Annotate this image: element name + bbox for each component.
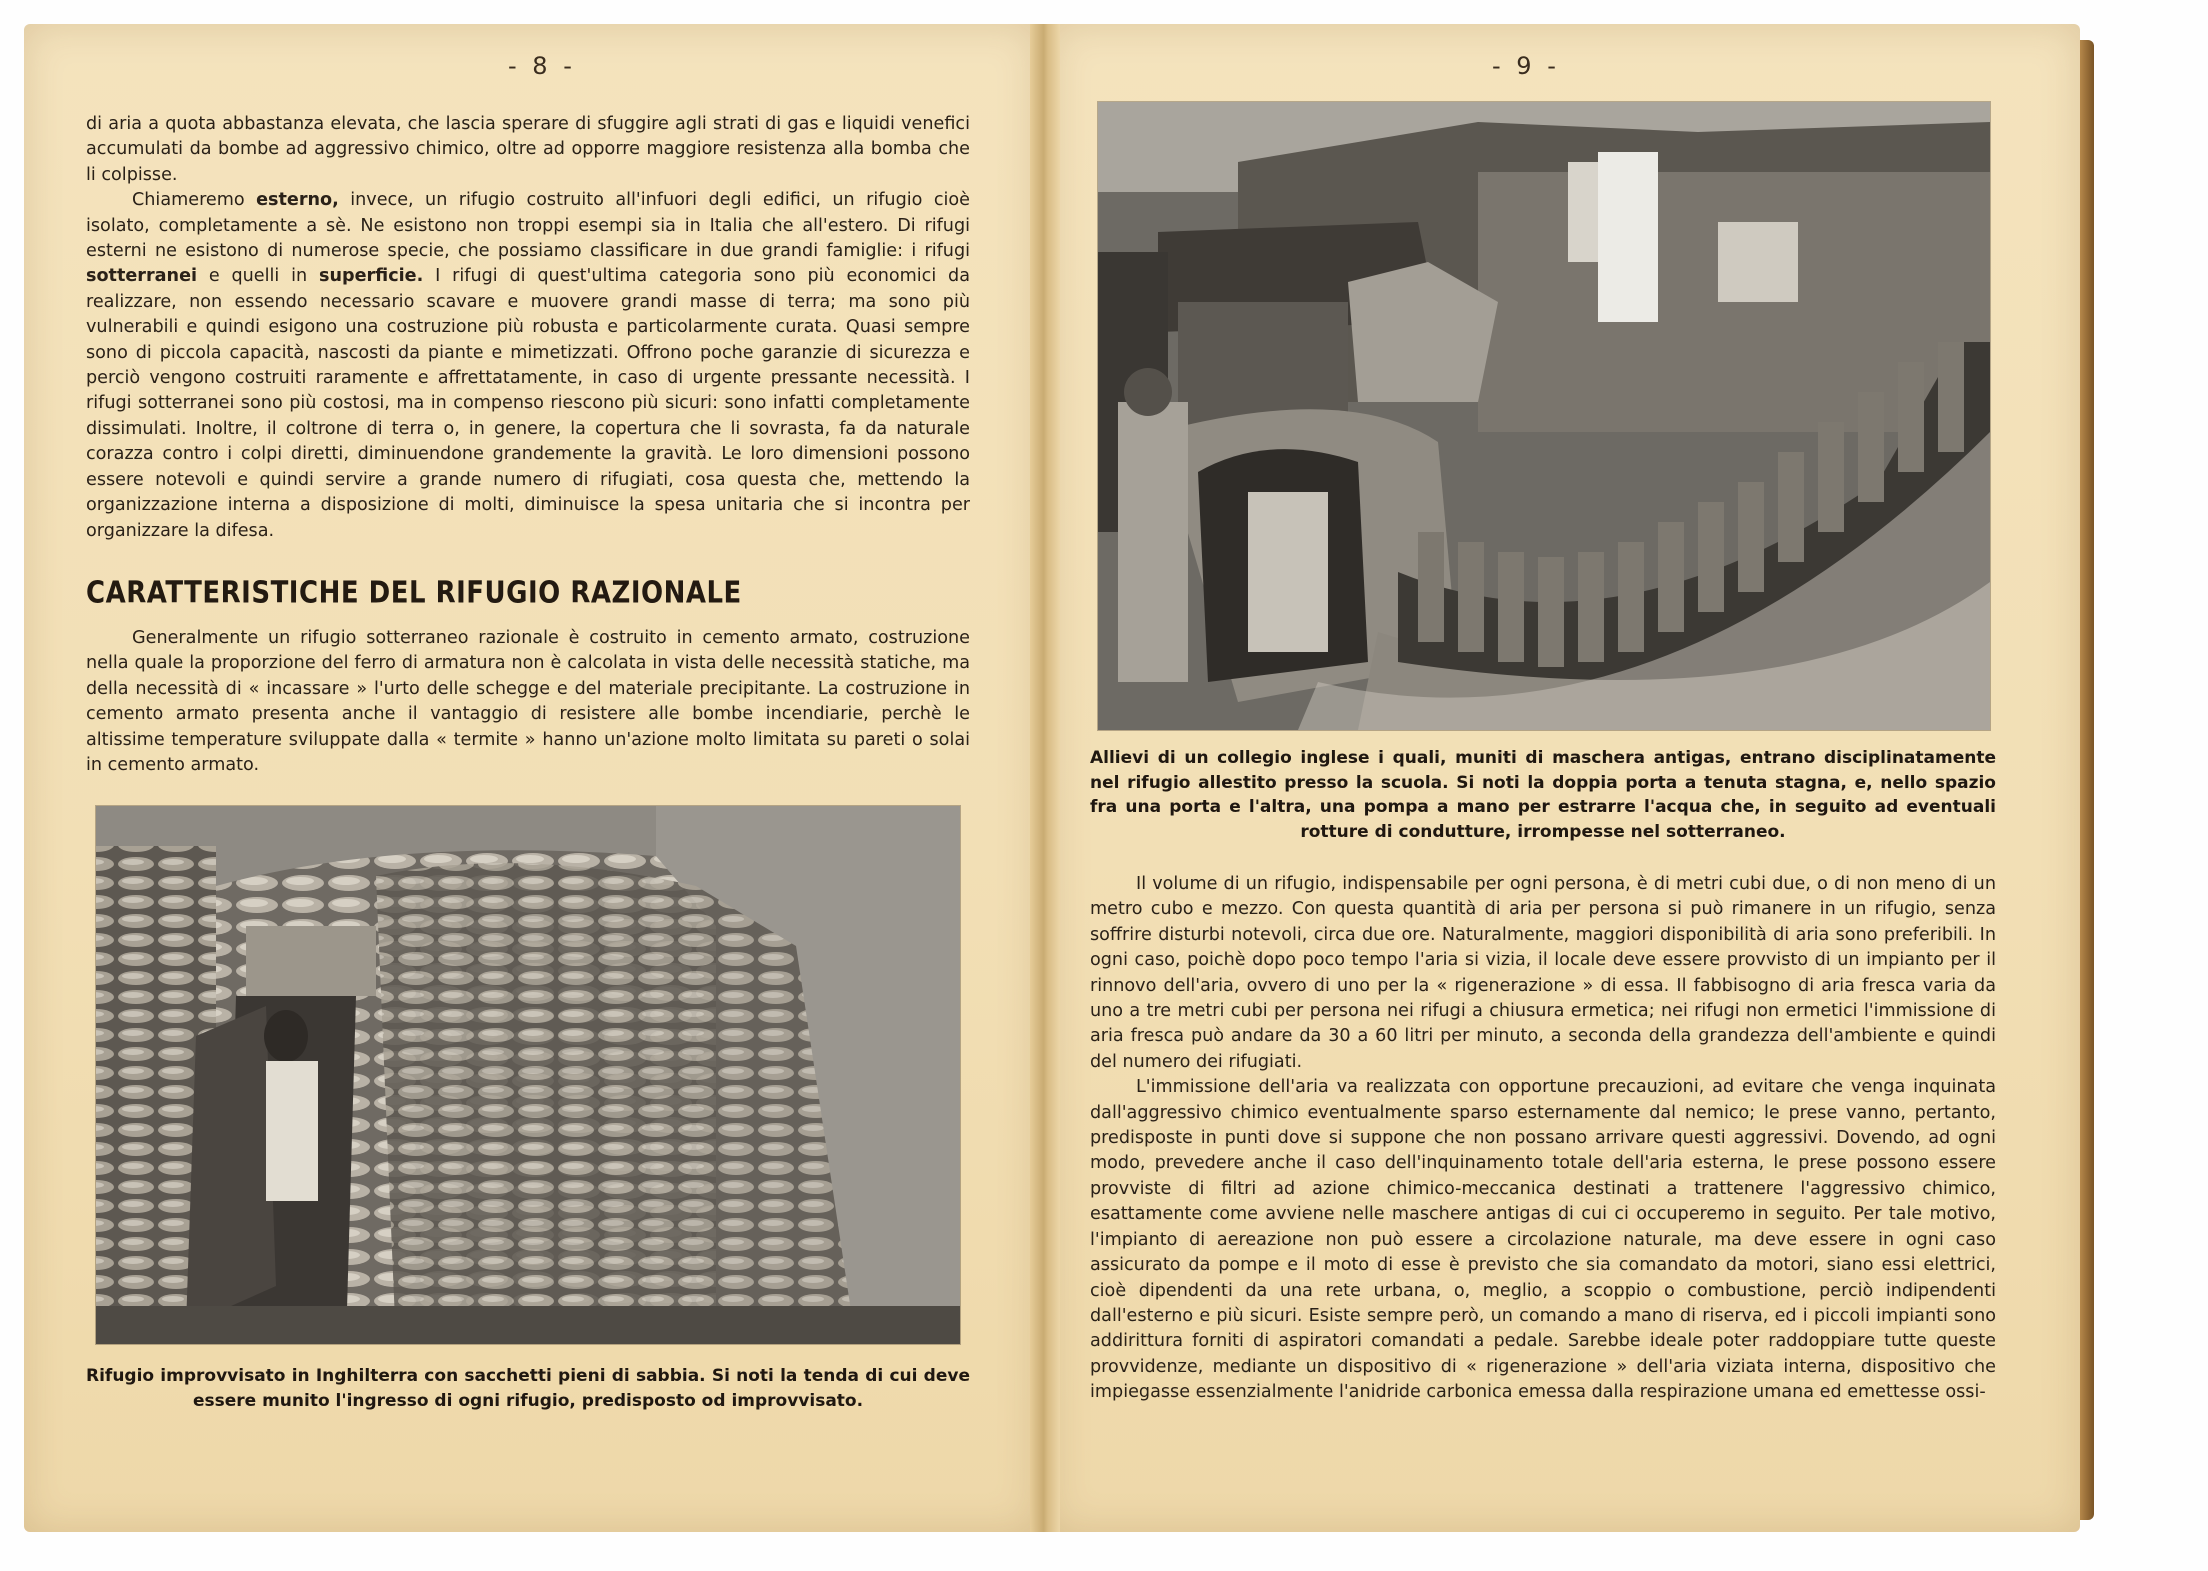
left-photo-caption: Rifugio improvvisato in Inghilterra con sacchetti pieni di sabbia. Si noti la tenda di cui deve essere munito l'ingresso di ogni rifugio, predisposto od improvvisato.	[86, 1366, 970, 1411]
right-photo-caption: Allievi di un collegio inglese i quali, muniti di maschera antigas, entrano disciplinatamente nel rifugio allestito presso la scuola. Si noti la doppia porta a tenuta stagna, e, nello spazio fra una porta e l'altra, una pompa a mano per estrarre l'acqua che, in seguito ad eventuali rotture di condutture, irrompesse nel sotterraneo.	[1090, 748, 1996, 842]
left-text-block-top	[86, 112, 970, 544]
book-gutter	[1030, 24, 1060, 1532]
left-paragraph-2: Chiameremo esterno, invece, un rifugio costruito all'infuori degli edifici, un rifugio cioè isolato, completamente a sè. Ne esistono non troppi esempi sia in Italia che all'estero. Di rifugi esterni ne esistono di numerose specie, che possiamo classificare in due grandi famiglie: i rifugi sotterranei e quelli in superficie. I rifugi di quest'ultima categoria sono più economici da realizzare, non essendo necessario scavare e muovere grandi masse di terra; ma sono più vulnerabili e quindi esigono una costruzione più robusta e particolarmente curata. Quasi sempre sono di piccola capacità, nascosti da piante e mimetizzati. Offrono poche garanzie di sicurezza e perciò vengono costruiti raramente e affrettatamente, in caso di urgente pressante necessità. I rifugi sotterranei sono più costosi, ma in compenso riescono più sicuri: sono infatti completamente dissimulati. Inoltre, il coltrone di terra o, in genere, la copertura che li sovrasta, fa da naturale corazza contro i colpi diretti, diminuendone grandemente la gravità. Le loro dimensioni possono essere notevoli e quindi servire a grande numero di rifugiati, cosa questa che, mettendo la organizzazione interna a disposizione di molti, diminuisce la spesa unitaria che si incontra per organizzare la difesa.	[86, 190, 971, 541]
sandbag-shelter-photo	[96, 806, 960, 1344]
school-shelter-photo	[1098, 102, 1990, 730]
left-paragraph-1: di aria a quota abbastanza elevata, che lascia sperare di sfuggire agli strati di gas e liquidi venefici accumulati da bombe ad aggressivo chimico, oltre ad opporre maggiore resistenza alla bomba che li colpisse.	[86, 114, 970, 185]
right-text-block	[1090, 872, 1996, 1406]
left-paragraph-3: Generalmente un rifugio sotterraneo razionale è costruito in cemento armato, costruzione nella quale la proporzione del ferro di armatura non è calcolata in vista delle necessità statiche, ma della necessità di « incassare » l'urto delle schegge e del materiale precipitante. La costruzione in cemento armato presenta anche il vantaggio di resistere alle bombe incendiarie, perchè le altissime temperature sviluppate dalla « termite » hanno un'azione molto limitata su pareti o solai in cemento armato.	[86, 628, 970, 776]
left-text-block-bottom	[86, 626, 970, 778]
page-number-left: - 8 -	[508, 52, 576, 80]
right-paragraph-1: Il volume di un rifugio, indispensabile per ogni persona, è di metri cubi due, o di non meno di un metro cubo e mezzo. Con questa quantità di aria per persona si può rimanere in un rifugio, senza soffrire disturbi notevoli, circa due ore. Naturalmente, maggiori disponibilità di aria sono preferibili. In ogni caso, poichè dopo poco tempo l'aria si vizia, il locale deve essere provvisto di un impianto per il rinnovo dell'aria, ovvero di uno per la « rigenerazione » di essa. Il fabbisogno di aria fresca varia da uno a tre metri cubi per persona nei rifugi a chiusura ermetica; nei rifugi non ermetici l'immissione di aria fresca può andare da 30 a 60 litri per minuto, a seconda della grandezza dell'ambiente e quindi del numero dei rifugiati.	[1090, 874, 1996, 1072]
right-paragraph-2: L'immissione dell'aria va realizzata con opportune precauzioni, ad evitare che venga inquinata dall'aggressivo chimico eventualmente sparso esternamente dal nemico; le prese vanno, pertanto, predisposte in punti dove si suppone che non possano arrivare questi aggressivi. Dovendo, ad ogni modo, prevedere anche il caso dell'inquinamento totale dell'aria esterna, le prese possono essere provviste di filtri ad azione chimico-meccanica destinati a trattenere l'aggressivo chimico, esattamente come avviene nelle maschere antigas di cui ci occuperemo in seguito. Per tale motivo, l'impianto di aereazione non può essere a circolazione naturale, ma deve essere in ogni caso assicurato da pompe e il moto di esse è previsto che sia comandato da motori, siano essi elettrici, cioè dipendenti da una rete urbana, o, meglio, a scoppio o combustione, perciò indipendenti dall'esterno e più sicuri. Esiste sempre però, un comando a mano di riserva, ed i piccoli impianti sono addirittura forniti di aspiratori comandati a pedale. Sarebbe ideale poter raddoppiare tutte queste provvidenze, mediante un dispositivo di « rigenerazione » dell'aria viziata interna, dispositivo che impiegasse essenzialmente l'anidride carbonica emessa dalla respirazione umana ed emettesse ossi-	[1090, 1077, 1996, 1403]
section-heading: CARATTERISTICHE DEL RIFUGIO RAZIONALE	[86, 576, 742, 611]
book-cover-edge	[2080, 40, 2094, 1520]
page-number-right: - 9 -	[1492, 52, 1560, 80]
